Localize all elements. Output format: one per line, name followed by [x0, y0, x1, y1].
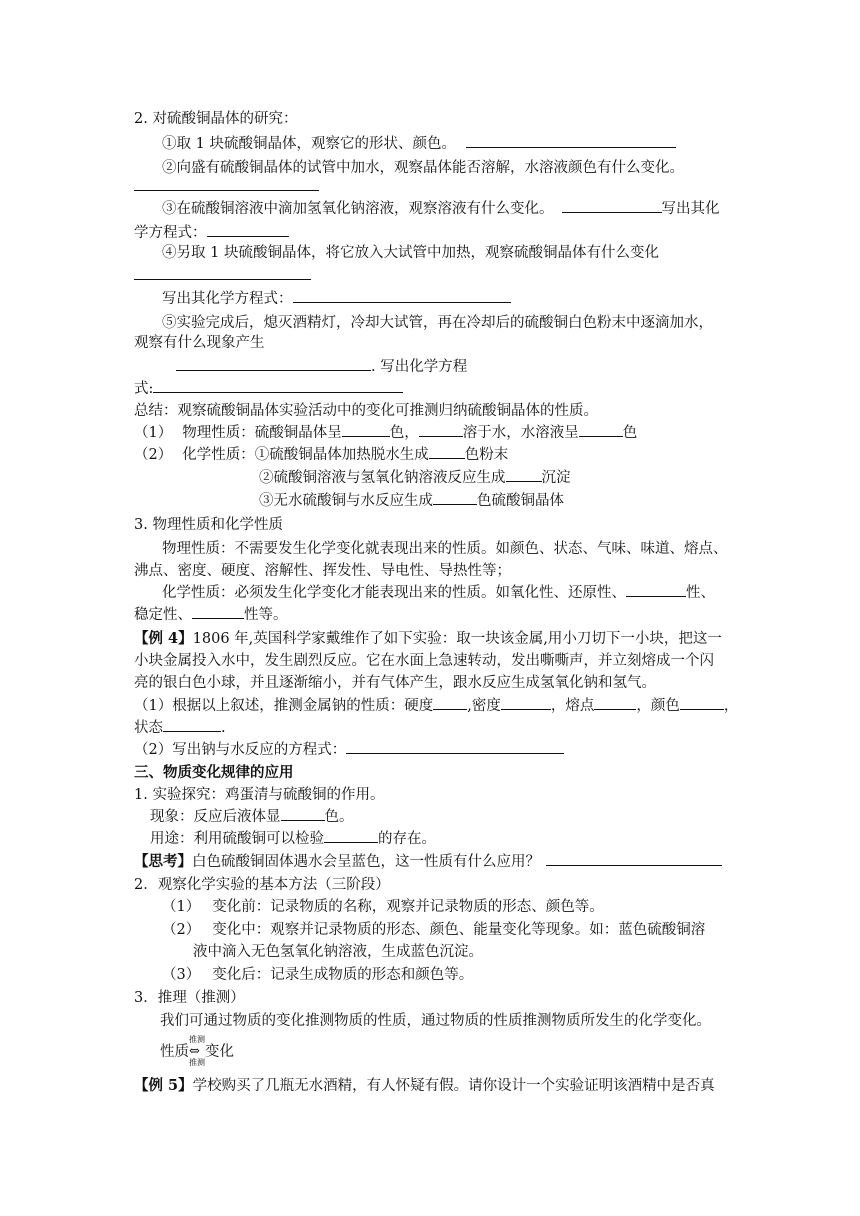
blank[interactable]	[192, 606, 244, 619]
item-1: ①取 1 块硫酸铜晶体，观察它的形状、颜色。	[162, 135, 676, 153]
think: 【思考】白色硫酸铜固体遇水会呈蓝色，这一性质有什么应用？	[134, 853, 722, 871]
example-4-l3: 亮的银白色小球，并且逐渐缩小，并有气体产生，跟水反应生成氢氧化钠和氢气。	[134, 675, 656, 691]
section-2-title: 2. 对硫酸铜晶体的研究：	[134, 111, 298, 127]
prop-chemical-3: ③无水硫酸铜与水反应生成 色硫酸铜晶体	[259, 493, 564, 509]
example-4-q2: （2）写出钠与水反应的方程式：	[134, 741, 564, 759]
example-4-q1: （1）根据以上叙述，推测金属钠的性质：硬度 ,密度 ，熔点 ，颜色 ，	[134, 698, 739, 714]
chemical-def-2: 稳定性、 性等。	[134, 607, 288, 623]
blank[interactable]	[176, 358, 371, 371]
item-3: ③在硫酸铜溶液中滴加氢氧化钠溶液，观察溶液有什么变化。 写出其化	[162, 201, 720, 217]
reasoning-text: 我们可通过物质的变化推测物质的性质，通过物质的性质推测物质所发生的化学变化。	[160, 1013, 711, 1029]
item-4: ④另取 1 块硫酸铜晶体，将它放入大试管中加热，观察硫酸铜晶体有什么变化	[162, 245, 659, 261]
rel-bottom-label: 推测	[189, 1058, 205, 1067]
blank[interactable]	[429, 446, 465, 459]
method-2: （2） 变化中：观察并记录物质的形态、颜色、能量变化等现象。如：蓝色硫酸铜溶	[162, 922, 706, 938]
prop-physical: （1） 物理性质：硫酸铜晶体呈 色， 溶于水，水溶液呈 色	[134, 425, 638, 441]
item-4-eq: 写出其化学方程式：	[162, 290, 511, 308]
blank[interactable]	[433, 492, 477, 505]
item-3-eq: 学方程式：	[134, 224, 289, 242]
summary: 总结：观察硫酸铜晶体实验活动中的变化可推测归纳硫酸铜晶体的性质。	[134, 403, 598, 419]
section-three-title: 三、物质变化规律的应用	[134, 764, 294, 781]
rel-left: 性质	[160, 1044, 189, 1060]
method-2b: 液中滴入无色氢氧化钠溶液，生成蓝色沉淀。	[193, 944, 483, 960]
experiment-1: 1. 实验探究：鸡蛋清与硫酸铜的作用。	[134, 787, 385, 803]
blank[interactable]	[680, 697, 724, 710]
reasoning-title: 3．推理（推测）	[134, 990, 245, 1006]
method-1: （1） 变化前：记录物质的名称，观察并记录物质的形态、颜色等。	[162, 899, 604, 915]
example-4: 【例 4】1806 年,英国科学家戴维作了如下实验：取一块该金属,用小刀切下一小块，把这一	[134, 630, 722, 647]
blank[interactable]	[506, 469, 542, 482]
item-5-c: . 写出化学方程	[176, 358, 467, 376]
blank[interactable]	[207, 224, 289, 237]
blank[interactable]	[466, 135, 676, 148]
rel-right: 变化	[205, 1044, 234, 1060]
example-5: 【例 5】学校购买了几瓶无水酒精，有人怀疑有假。请你设计一个实验证明该酒精中是否真	[134, 1077, 715, 1094]
example-4-q1b: 状态 .	[134, 720, 226, 736]
prop-chemical: （2） 化学性质：①硫酸铜晶体加热脱水生成 色粉末	[134, 447, 509, 463]
item-5-d: 式:	[134, 380, 403, 398]
blank[interactable]	[419, 424, 463, 437]
rel-top-label: 推测	[189, 1035, 205, 1044]
blank[interactable]	[501, 697, 551, 710]
blank[interactable]	[626, 584, 686, 597]
physical-def-2: 沸点、密度、硬度、溶解性、挥发性、导电性、导热性等；	[134, 563, 511, 579]
method-title: 2．观察化学实验的基本方法（三阶段）	[134, 877, 390, 893]
method-3: （3） 变化后：记录生成物质的形态和颜色等。	[162, 967, 474, 983]
blank[interactable]	[163, 719, 221, 732]
item-2: ②向盛有硫酸铜晶体的试管中加水，观察晶体能否溶解，水溶液颜色有什么变化。	[162, 160, 684, 176]
blank[interactable]	[281, 808, 325, 821]
blank[interactable]	[324, 830, 378, 843]
usage: 用途：利用硫酸铜可以检验 的存在。	[150, 831, 436, 847]
blank[interactable]	[342, 424, 390, 437]
prop-chemical-2: ②硫酸铜溶液与氢氧化钠溶液反应生成 沉淀	[259, 470, 571, 486]
example-4-l2: 小块金属投入水中，发生剧烈反应。它在水面上急速转动，发出嘶嘶声，并立刻熔成一个闪	[134, 653, 714, 669]
item-5-b: 观察有什么现象产生	[134, 335, 265, 351]
section-3-title: 3. 物理性质和化学性质	[134, 517, 283, 533]
chemical-def: 化学性质：必须发生化学变化才能表现出来的性质。如氧化性、还原性、 性、	[162, 585, 715, 601]
blank[interactable]	[579, 424, 623, 437]
blank[interactable]	[433, 697, 467, 710]
blank[interactable]	[562, 200, 662, 213]
blank[interactable]	[293, 290, 511, 303]
double-arrow-icon: ⇔	[189, 1044, 200, 1059]
blank[interactable]	[594, 697, 636, 710]
blank[interactable]	[346, 741, 564, 754]
blank[interactable]	[153, 380, 403, 393]
answer-line[interactable]	[134, 279, 311, 280]
phenomenon: 现象：反应后液体显 色。	[150, 809, 354, 825]
blank[interactable]	[546, 853, 722, 866]
item-5: ⑤实验完成后，熄灭酒精灯，冷却大试管，再在冷却后的硫酸铜白色粉末中逐滴加水，	[162, 315, 713, 331]
physical-def: 物理性质：不需要发生化学变化就表现出来的性质。如颜色、状态、气味、味道、熔点、	[162, 541, 728, 557]
answer-line[interactable]	[134, 190, 319, 191]
